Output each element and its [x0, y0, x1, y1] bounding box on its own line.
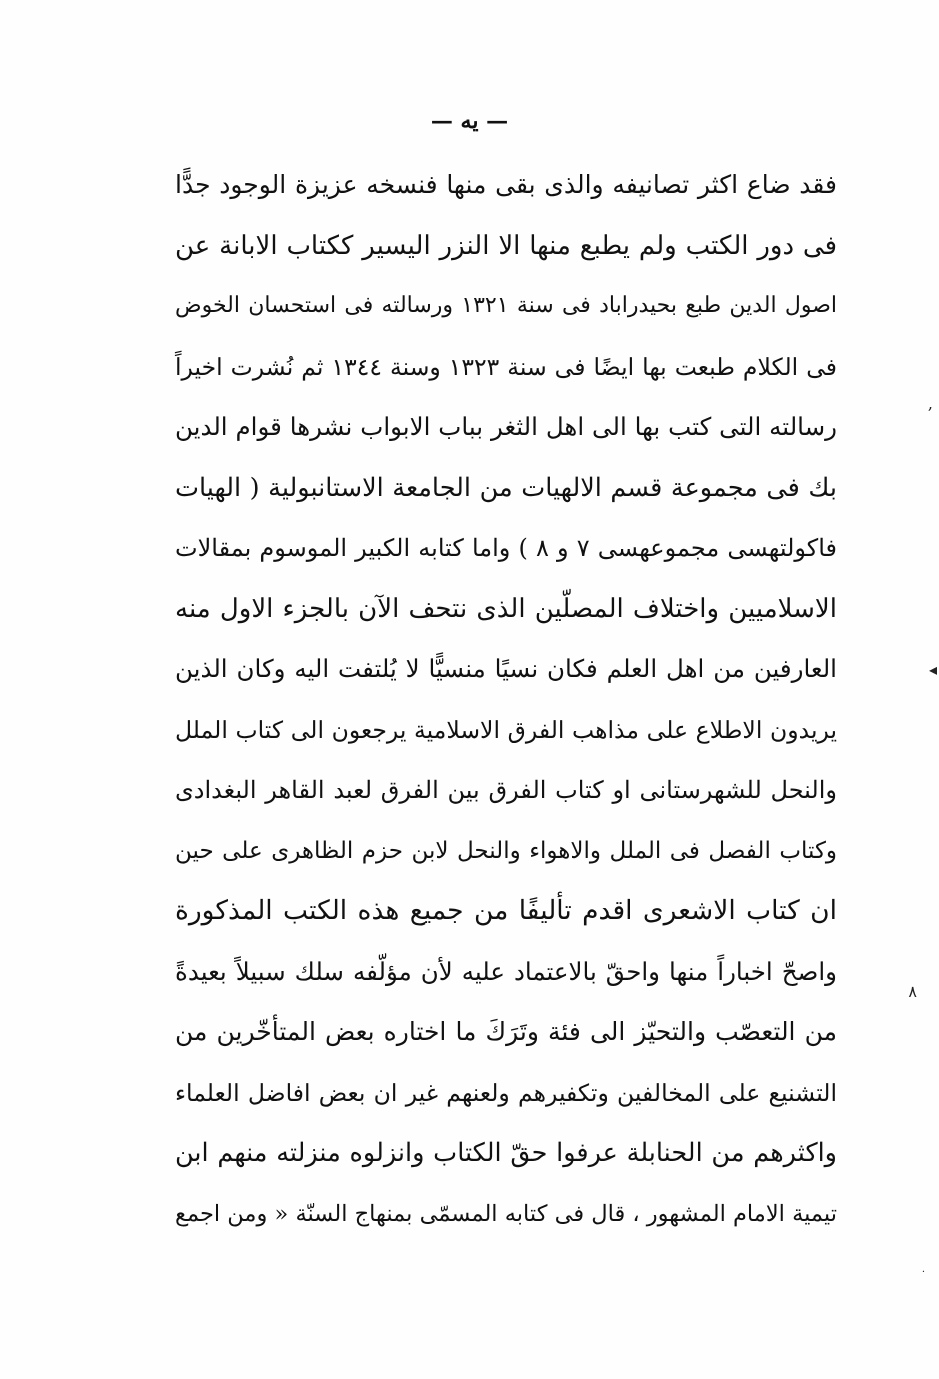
page-number: — يه — — [430, 108, 509, 134]
margin-mark: , — [927, 394, 933, 413]
margin-mark: ٨ — [908, 982, 917, 1001]
text-line: واصحّ اخباراً منها واحقّ بالاعتماد عليه لأن مؤلّفه سلك سبيلاً بعيدةً — [175, 956, 837, 986]
text-line: تيمية الامام المشهور ، قال فى كتابه المسمّى بمنهاج السنّة « ومن اجمع — [175, 1200, 837, 1227]
text-line: رسالته التى كتب بها الى اهل الثغر بباب الابواب نشرها قوام الدين — [175, 412, 837, 441]
margin-mark: ◂ — [928, 660, 937, 679]
text-line: التشنيع على المخالفين وتكفيرهم ولعنهم غير ان بعض افاضل العلماء — [175, 1078, 837, 1107]
text-line: ان كتاب الاشعرى اقدم تأليفًا من جميع هذه الكتب المذكورة — [175, 895, 837, 926]
arabic-text-body — [175, 155, 837, 1244]
text-line: الاسلاميين واختلاف المصلّين الذى نتحف الآن بالجزء الاول منه — [175, 593, 837, 624]
text-line: فى دور الكتب ولم يطبع منها الا النزر اليسير ككتاب الابانة عن — [175, 230, 837, 261]
text-line: واكثرهم من الحنابلة عرفوا حقّ الكتاب وانزلوه منزلته منهم ابن — [175, 1138, 837, 1168]
text-line: وكتاب الفصل فى الملل والاهواء والنحل لابن حزم الظاهرى على حين — [175, 837, 837, 864]
text-line: من التعصّب والتحيّز الى فئة وتَرَكَ ما اختاره بعض المتأخّرين من — [175, 1017, 837, 1046]
text-line: فقد ضاع اكثر تصانيفه والذى بقى منها فنسخه عزيزة الوجود جدًّا — [175, 170, 837, 199]
text-line: والنحل للشهرستانى او كتاب الفرق بين الفرق لعبد القاهر البغدادى — [175, 776, 837, 804]
text-line: اصول الدين طبع بحيدراباد فى سنة ١٣٢١ ورسالته فى استحسان الخوض — [175, 293, 837, 318]
margin-mark: · — [921, 1267, 925, 1278]
text-line: فاكولتهسى مجموعهسى ٧ و ٨ ) واما كتابه الكبير الموسوم بمقالات — [175, 534, 837, 562]
text-line: يريدون الاطلاع على مذاهب الفرق الاسلامية يرجعون الى كتاب الملل — [175, 715, 837, 744]
text-line: بك فى مجموعة قسم الالهيات من الجامعة الاستانبولية ( الهيات — [175, 472, 837, 503]
text-line: فى الكلام طبعت بها ايضًا فى سنة ١٣٢٣ وسنة ١٣٤٤ ثم نُشرت اخيراً — [175, 352, 838, 381]
text-line: العارفين من اهل العلم فكان نسيًا منسيًّا لا يُلتفت اليه وكان الذين — [175, 654, 837, 683]
